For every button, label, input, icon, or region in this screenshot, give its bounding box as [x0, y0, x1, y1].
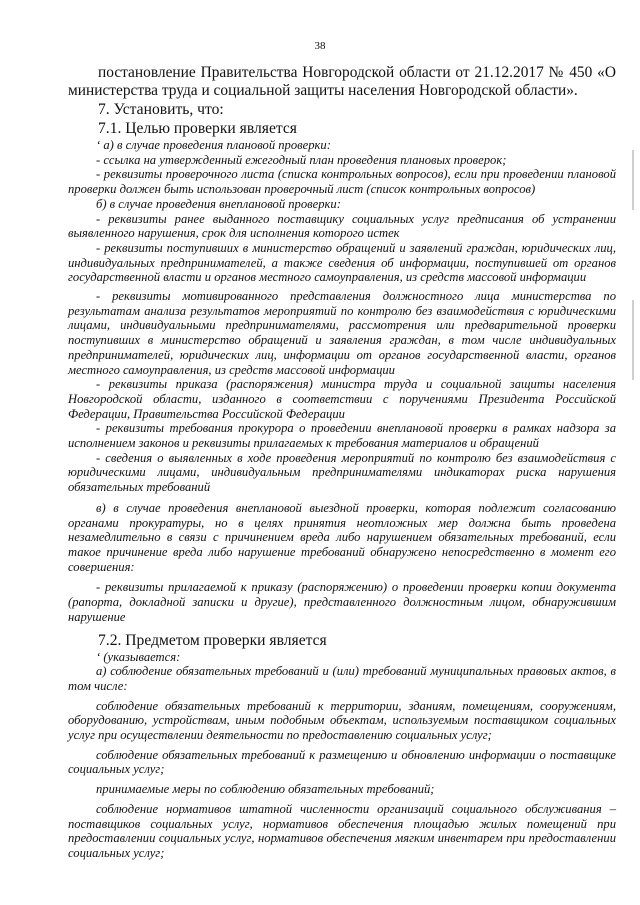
paragraph-measures: принимаемые меры по соблюдению обязательных требований;: [96, 782, 435, 797]
document-body: [68, 64, 616, 861]
paragraph-order-requisites: - реквизиты приказа (распоряжения) министра труда и социальной защиты населения Новгородской области, изданного в соответствии с поручениями Президента Российской Федерации, Правительства Российской Федерации: [68, 377, 616, 421]
section-heading-7-2: 7.2. Предметом проверки является: [98, 631, 327, 649]
page-number: 38: [314, 40, 326, 52]
paragraph-resolution-reference: постановление Правительства Новгородской области от 21.12.2017 № 450 «О министерства труда и социальной защиты населения Новгородской области».: [68, 64, 616, 99]
paragraph-plan-link: - ссылка на утвержденный ежегодный план проведения плановых проверок;: [96, 152, 507, 167]
paragraph-unplanned-onsite-check: в) в случае проведения внеплановой выездной проверки, которая подлежит согласованию органами прокуратуры, но в целях принятия неотложных мер должна быть проведена незамедлительно в связи с причинением вреда либо нарушением обязательных требований, если такое причинение вреда либо нарушение требований обнаружено непосредственно в момент его совершения:: [68, 500, 616, 574]
paragraph-territory-requirements: соблюдение обязательных требований к территории, зданиям, помещениям, сооружениям, оборудованию, устройствам, иным подобным объектам, используемым поставщиком социальных услуг при осуществлении деятельности по предоставлению социальных услуг;: [68, 698, 616, 743]
section-heading-7-1: 7.1. Целью проверки является: [98, 120, 297, 137]
paragraph-specify: ‘ (указывается:: [96, 649, 181, 664]
paragraph-motivated-submission: - реквизиты мотивированного представления должностного лица министерства по результатам анализа результатов мероприятий по контролю без взаимодействия с юридическими лицами, индивидуальными предпринимателями, рассмотрения или предварительной проверки поступивших в министерство обращений и заявления граждан, в том числе индивидуальных предпринимателей, юридических лиц, информации от органов государственной власти, органов местного самоуправления, из средств массовой информации: [68, 289, 616, 377]
paragraph-checklist-requisites: - реквизиты проверочного листа (списка контрольных вопросов), если при проведении плановой проверки должен быть использован проверочный лист (список контрольных вопросов): [68, 167, 616, 197]
paragraph-attached-document: - реквизиты прилагаемой к приказу (распоряжению) о проведении проверки копии документа (рапорта, докладной записки и другие), представленного должностным лицом, обнаружившим нарушение: [68, 580, 616, 624]
scan-edge-mark: [632, 150, 634, 210]
paragraph-appeals-requisites: - реквизиты поступивших в министерство обращений и заявлений граждан, юридических лиц, индивидуальных предпринимателей, а также сведения об информации, поступившей от органов государственной власти и органов местного самоуправления, из средств массовой информации: [68, 240, 616, 285]
paragraph-unplanned-check: б) в случае проведения внеплановой проверки:: [96, 196, 341, 211]
paragraph-prosecutor-requirement: - реквизиты требования прокурора о проведении внеплановой проверки в рамках надзора за исполнением законов и реквизиты прилагаемых к требования материалов и обращений: [68, 421, 616, 451]
paragraph-compliance-requirements: а) соблюдение обязательных требований и (или) требований муниципальных правовых актов, в том числе:: [68, 664, 616, 693]
scan-edge-mark: [632, 300, 634, 380]
paragraph-information-requirements: соблюдение обязательных требований к размещению и обновлению информации о поставщике социальных услуг;: [68, 747, 616, 777]
paragraph-risk-indicators: - сведения о выявленных в ходе проведения мероприятий по контролю без взаимодействия с юридическими лицами, индивидуальным предпринимателями индикаторах риска нарушения обязательных требований: [68, 450, 616, 495]
section-heading-7: 7. Установить, что:: [98, 101, 224, 118]
paragraph-staffing-norms: соблюдение нормативов штатной численности организаций социального обслуживания – поставщиков социальных услуг, нормативов обеспечения площадью жилых помещений при предоставлении социальных услуг, нормативов обеспечения мягким инвентарем при предоставлении социальных услуг;: [68, 801, 616, 860]
paragraph-planned-check: ‘ а) в случае проведения плановой проверки:: [96, 138, 331, 152]
paragraph-prescription-requisites: - реквизиты ранее выданного поставщику социальных услуг предписания об устранении выявленного нарушения, срок для исполнения которого истек: [68, 211, 616, 241]
